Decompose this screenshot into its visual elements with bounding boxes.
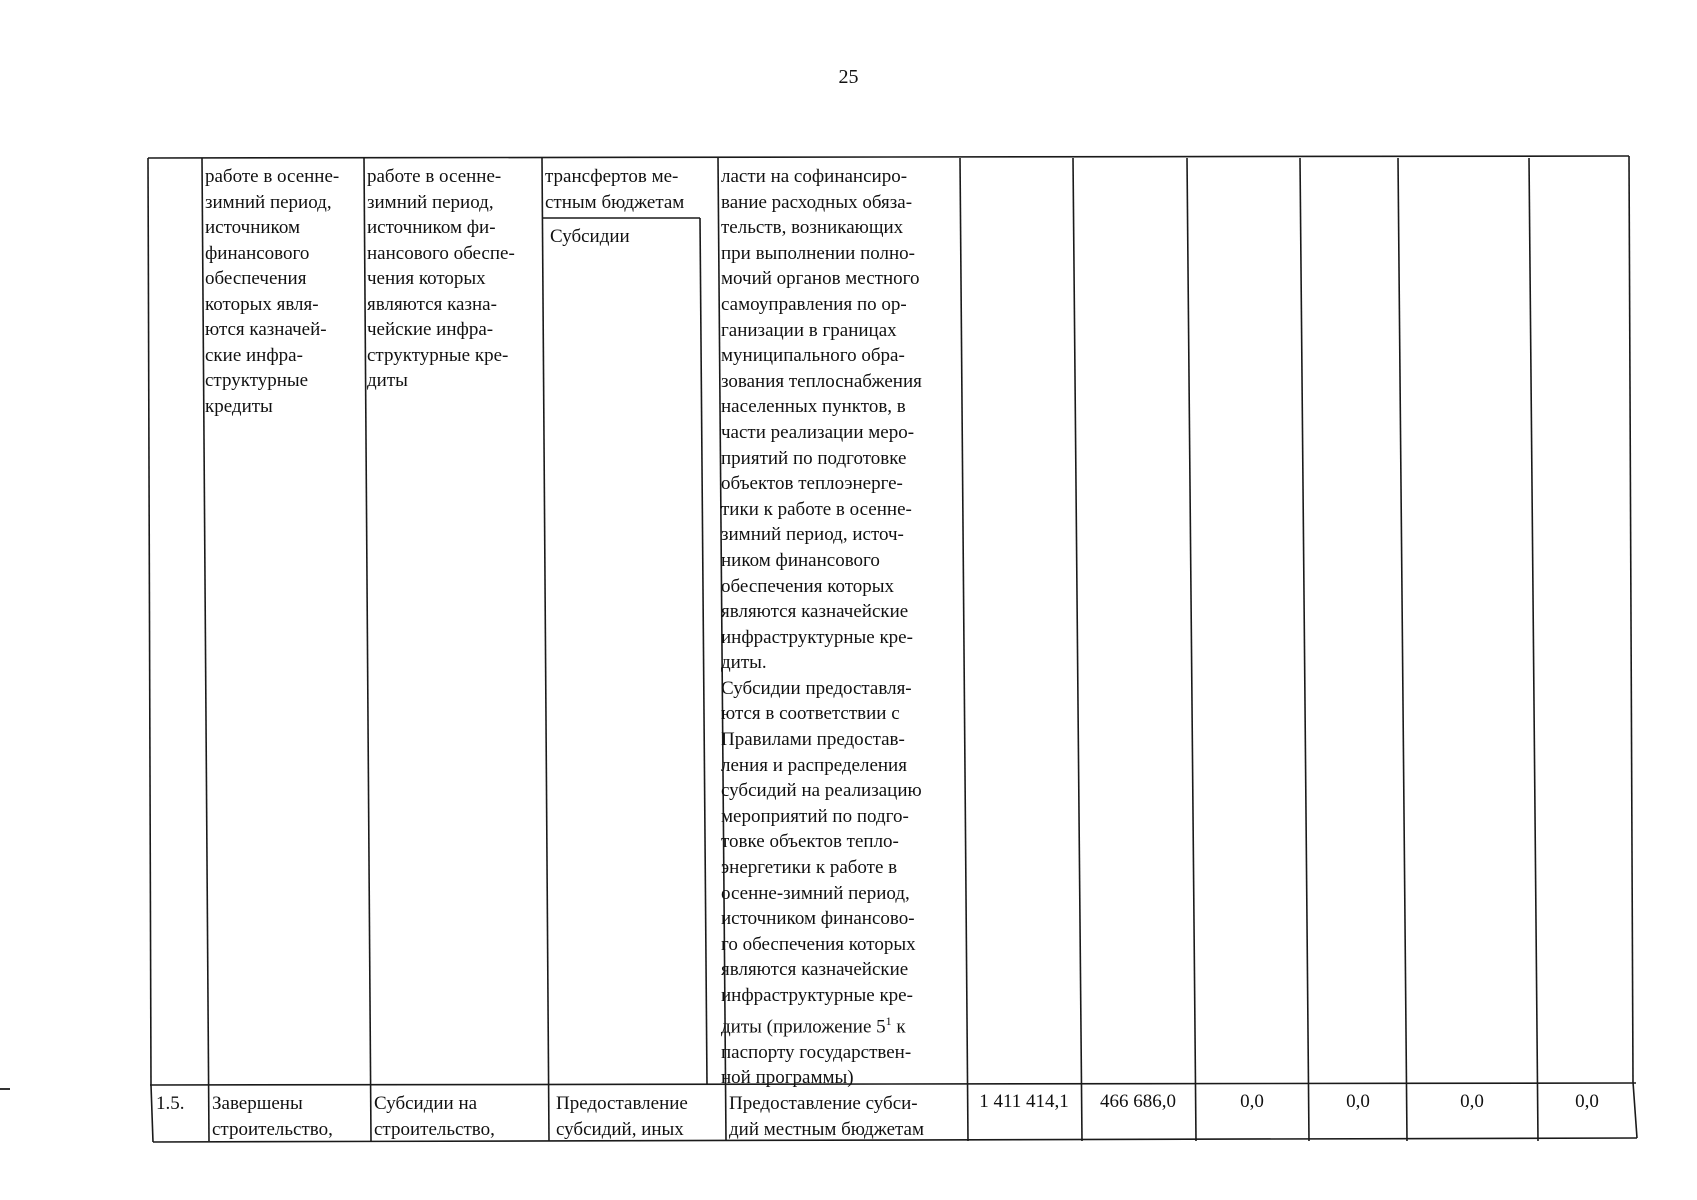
cell-result: Завершены строительство, [212, 1093, 333, 1140]
page-number: 25 [838, 66, 859, 88]
value-year-4: 0,0 [1460, 1091, 1484, 1112]
value-total: 1 411 414,1 [979, 1091, 1069, 1112]
margin-mark [0, 1088, 10, 1090]
table-right-border [1629, 156, 1633, 1082]
cell-event: Субсидии на строительство, [374, 1093, 495, 1140]
value-year-3: 0,0 [1346, 1091, 1370, 1112]
cell-tool: Предоставление субсидий, иных [556, 1093, 688, 1140]
value-year-1: 466 686,0 [1100, 1091, 1176, 1112]
cell-tool-subsidies: Субсидии [550, 226, 630, 247]
cell-tool-continued: трансфертов ме- стным бюджетам [545, 166, 685, 213]
value-year-5: 0,0 [1575, 1091, 1599, 1112]
cell-event-continued: работе в осенне- зимний период, источником фи- нансового обеспе- чения которых являются казна- чейские инфра- структурные кре- диты [367, 166, 515, 391]
table-left-border [148, 158, 151, 1085]
cell-description-continued [721, 164, 922, 1091]
table-top-border [148, 156, 1629, 158]
description-superscript: 1 [885, 1013, 892, 1028]
value-year-2: 0,0 [1240, 1091, 1264, 1112]
cell-result-continued: работе в осенне- зимний период, источником финансового обеспечения которых явля- ются казначей- ские инфра- структурные кредиты [205, 166, 340, 417]
description-tail-text: к паспорту государствен- ной программы) [721, 1015, 912, 1089]
description-main-text: ласти на софинансиро- вание расходных обяза- тельств, возникающих при выполнении полно- мочий органов местного самоуправления по ор- ганизации в границах муниципального обра- зования теплоснабжения населенных пунктов, в части реализации меро- приятий по подготовке объектов теплоэнерге- тики к работе в осенне- зимний период, источ- ником финансового обеспечения которых являются казначейские инфраструктурные кре- диты. Субсидии предоставля- ются в соответствии с Правилами предостав- ления и распределения субсидий на реализацию мероприятий по подго- товке объектов тепло- энергетики к работе в осенне-зимний период, источником финансово- го обеспечения которых являются казначейские инфраструктурные кре- диты (приложение 5 [721, 166, 922, 1037]
row-number: 1.5. [156, 1093, 185, 1114]
cell-description: Предоставление субси- дий местным бюджетам [729, 1093, 924, 1140]
